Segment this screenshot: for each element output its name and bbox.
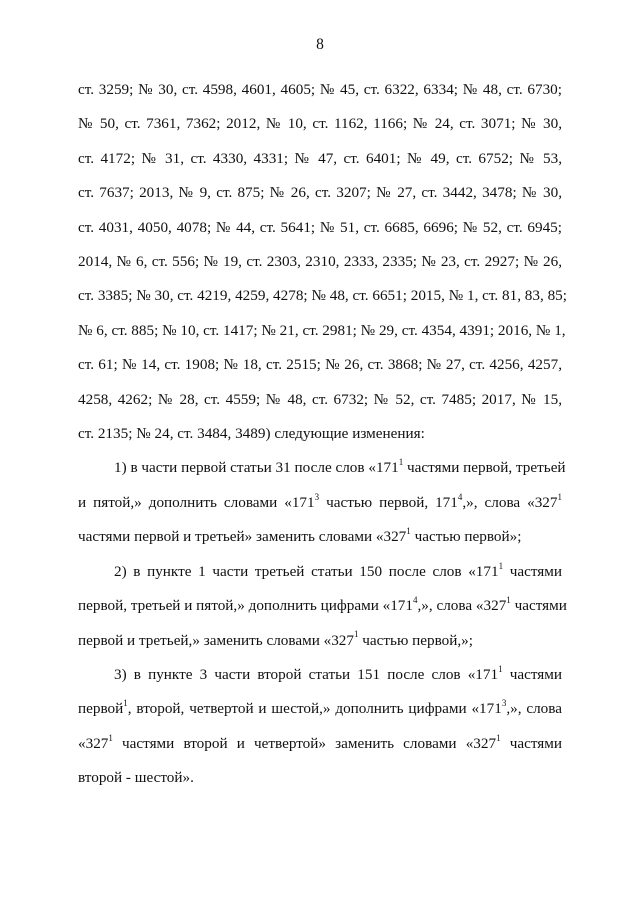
document-body (78, 73, 567, 796)
citation-line: 2014, № 6, ст. 556; № 19, ст. 2303, 2310, 2333, 2335; № 23, ст. 2927; № 26, (78, 253, 562, 271)
citation-line: ст. 4031, 4050, 4078; № 44, ст. 5641; № 51, ст. 6685, 6696; № 52, ст. 6945; (78, 218, 562, 236)
citation-line: ст. 3259; № 30, ст. 4598, 4601, 4605; № 45, ст. 6322, 6334; № 48, ст. 6730; (78, 81, 562, 98)
amendment-item-2-line: первой, третьей и пятой,» дополнить цифрами «$171^4$,», слова «$327^1$ частями (78, 595, 567, 615)
citation-line: № 6, ст. 885; № 10, ст. 1417; № 21, ст. 2981; № 29, ст. 4354, 4391; 2016, № 1, (78, 321, 566, 339)
page-number: 8 (316, 36, 324, 53)
citation-line: ст. 2135; № 24, ст. 3484, 3489) следующие изменения: (78, 425, 425, 443)
amendment-item-1-line: частями первой и третьей» заменить словами «$327^1$ частью первой»; (78, 526, 522, 546)
amendment-item-3-line: первой$^1$, второй, четвертой и шестой,» дополнить цифрами «$171^3$,», слова (78, 698, 562, 718)
citation-line: № 50, ст. 7361, 7362; 2012, № 10, ст. 1162, 1166; № 24, ст. 3071; № 30, (78, 115, 562, 133)
amendment-item-3-line: «$327^1$ частями второй и четвертой» заменить словами «$327^1$ частями (78, 732, 563, 752)
amendment-item-2-line: 2) в пункте 1 части третьей статьи 150 после слов «$171^1$ частями (114, 560, 563, 580)
citation-line: ст. 61; № 14, ст. 1908; № 18, ст. 2515; № 26, ст. 3868; № 27, ст. 4256, 4257, (78, 356, 562, 374)
amendment-item-3-line: второй - шестой». (78, 769, 194, 787)
citation-line: ст. 3385; № 30, ст. 4219, 4259, 4278; № 48, ст. 6651; 2015, № 1, ст. 81, 83, 85; (78, 287, 567, 305)
citation-line: ст. 4172; № 31, ст. 4330, 4331; № 47, ст. 6401; № 49, ст. 6752; № 53, (78, 149, 562, 167)
amendment-item-1-line: 1) в части первой статьи 31 после слов «$171^1$ частями первой, третьей (114, 457, 566, 477)
amendment-item-1-line: и пятой,» дополнить словами «$171^3$ частью первой, $171^4$,», слова «$327^1$ (78, 491, 562, 511)
amendment-item-2-line: первой и третьей,» заменить словами «$327^1$ частью первой,»; (78, 629, 473, 649)
amendment-item-3-line: 3) в пункте 3 части второй статьи 151 после слов «$171^1$ частями (114, 663, 562, 683)
citation-line: 4258, 4262; № 28, ст. 4559; № 48, ст. 6732; № 52, ст. 7485; 2017, № 15, (78, 390, 562, 408)
citation-line: ст. 7637; 2013, № 9, ст. 875; № 26, ст. 3207; № 27, ст. 3442, 3478; № 30, (78, 184, 562, 202)
